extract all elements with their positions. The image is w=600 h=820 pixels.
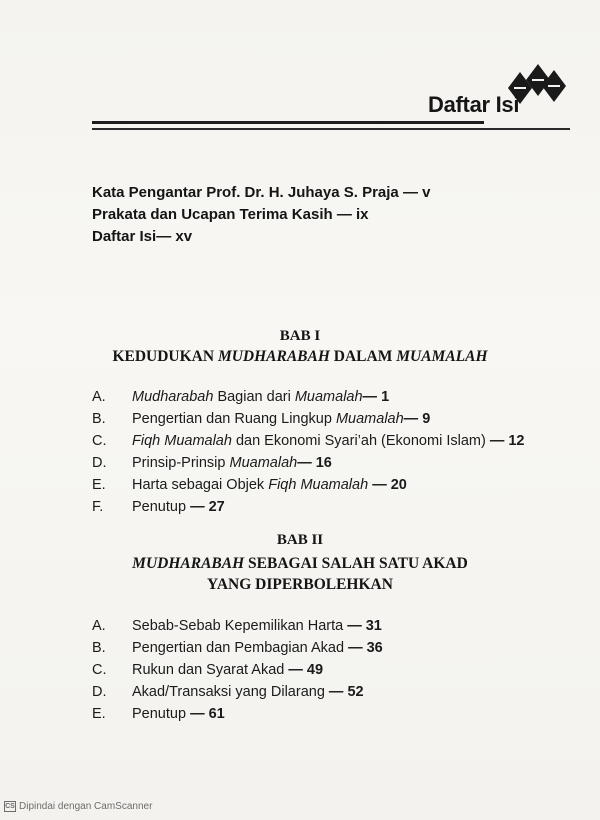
front-matter-item: Daftar Isi— xv bbox=[92, 228, 193, 245]
toc-entry-text: Fiqh Muamalah bbox=[132, 433, 232, 449]
bleed-through-text bbox=[300, 54, 304, 68]
camscanner-badge-icon: CS bbox=[5, 803, 15, 810]
toc-entry-text: Pengertian dan Ruang Lingkup bbox=[132, 411, 336, 427]
chapter-title bbox=[100, 553, 500, 595]
toc-entry-letter: E. bbox=[92, 477, 106, 493]
toc-entry bbox=[92, 411, 430, 427]
toc-entry bbox=[92, 618, 382, 634]
toc-entry bbox=[92, 499, 225, 515]
toc-entry-page: — 20 bbox=[372, 477, 407, 493]
toc-entry-text: Muamalah bbox=[229, 455, 298, 471]
toc-entry-page: — 49 bbox=[288, 662, 324, 678]
chapter-title-line2: YANG DIPERBOLEHKAN bbox=[207, 576, 393, 593]
toc-entry-letter: B. bbox=[92, 640, 106, 656]
toc-entry-text: Muamalah bbox=[294, 389, 363, 405]
chapter-number: BAB I bbox=[279, 328, 321, 344]
toc-entry-page: — 36 bbox=[348, 640, 383, 656]
toc-entry-text: Penutup bbox=[132, 499, 191, 515]
page-title: Daftar Isi bbox=[428, 92, 520, 117]
toc-entry-page: — 52 bbox=[328, 684, 364, 700]
toc-entry-text: Prinsip-Prinsip bbox=[132, 455, 230, 471]
toc-entry-page: — 1 bbox=[362, 389, 390, 405]
toc-entry bbox=[92, 455, 332, 471]
scanner-watermark bbox=[4, 801, 152, 812]
toc-entry-letter: C. bbox=[92, 433, 107, 449]
scanner-watermark-text: Dipindai dengan CamScanner bbox=[19, 801, 153, 812]
toc-entry-letter: D. bbox=[92, 684, 107, 700]
toc-entry-letter: D. bbox=[92, 455, 107, 471]
chapter-title-part: DALAM bbox=[329, 348, 397, 365]
toc-entry-text: Harta sebagai Objek bbox=[132, 477, 269, 493]
chapter-title-part: MUAMALAH bbox=[396, 348, 488, 365]
chapter-title-part: MUDHARABAH bbox=[217, 348, 330, 365]
chapter-title-part: KEDUDUKAN bbox=[112, 348, 218, 365]
toc-entry-text: Rukun dan Syarat Akad bbox=[132, 662, 289, 678]
toc-entry-letter: B. bbox=[92, 411, 106, 427]
toc-entry-text: Muamalah bbox=[335, 411, 404, 427]
chapter-title-part: SEBAGAI SALAH SATU AKAD bbox=[244, 555, 468, 572]
header-rule-thick bbox=[92, 121, 484, 124]
toc-entry-text: Mudharabah bbox=[132, 389, 214, 405]
toc-entry-page: — 16 bbox=[297, 455, 332, 471]
chapter-title-part: MUDHARABAH bbox=[132, 555, 245, 572]
toc-entry-letter: E. bbox=[92, 706, 106, 722]
toc-entry-letter: F. bbox=[92, 499, 104, 515]
toc-entry-text: Penutup bbox=[132, 706, 191, 722]
chapter-number: BAB II bbox=[276, 532, 324, 548]
toc-entry-text: Pengertian dan Pembagian Akad bbox=[132, 640, 349, 656]
toc-entry-text: Bagian dari bbox=[213, 389, 295, 405]
toc-entry bbox=[92, 389, 389, 405]
toc-entry bbox=[92, 706, 225, 722]
front-matter-item: Kata Pengantar Prof. Dr. H. Juhaya S. Praja — v bbox=[92, 184, 431, 201]
toc-entry-page: — 9 bbox=[403, 411, 431, 427]
toc-entry-page: — 12 bbox=[489, 433, 525, 449]
toc-entry-text: Akad/Transaksi yang Dilarang bbox=[132, 684, 329, 700]
front-matter-item: Prakata dan Ucapan Terima Kasih — ix bbox=[92, 206, 369, 223]
toc-entry-text: Sebab-Sebab Kepemilikan Harta bbox=[132, 618, 348, 634]
toc-entry bbox=[92, 640, 383, 656]
header-rule-thin bbox=[92, 128, 570, 130]
toc-entry-page: — 31 bbox=[347, 618, 382, 634]
toc-entry-page: — 61 bbox=[190, 706, 225, 722]
toc-entry-letter: A. bbox=[92, 389, 106, 405]
chapter-title bbox=[100, 346, 500, 367]
toc-entry-text: Fiqh Muamalah bbox=[268, 477, 369, 493]
toc-entry-letter: A. bbox=[92, 618, 106, 634]
toc-entry-page: — 27 bbox=[190, 499, 225, 515]
toc-entry-text: dan Ekonomi Syari’ah (Ekonomi Islam) bbox=[231, 433, 490, 449]
toc-entry-letter: C. bbox=[92, 662, 107, 678]
toc-entry bbox=[92, 433, 525, 449]
toc-entry bbox=[92, 477, 407, 493]
toc-entry bbox=[92, 662, 323, 678]
toc-entry bbox=[92, 684, 364, 700]
